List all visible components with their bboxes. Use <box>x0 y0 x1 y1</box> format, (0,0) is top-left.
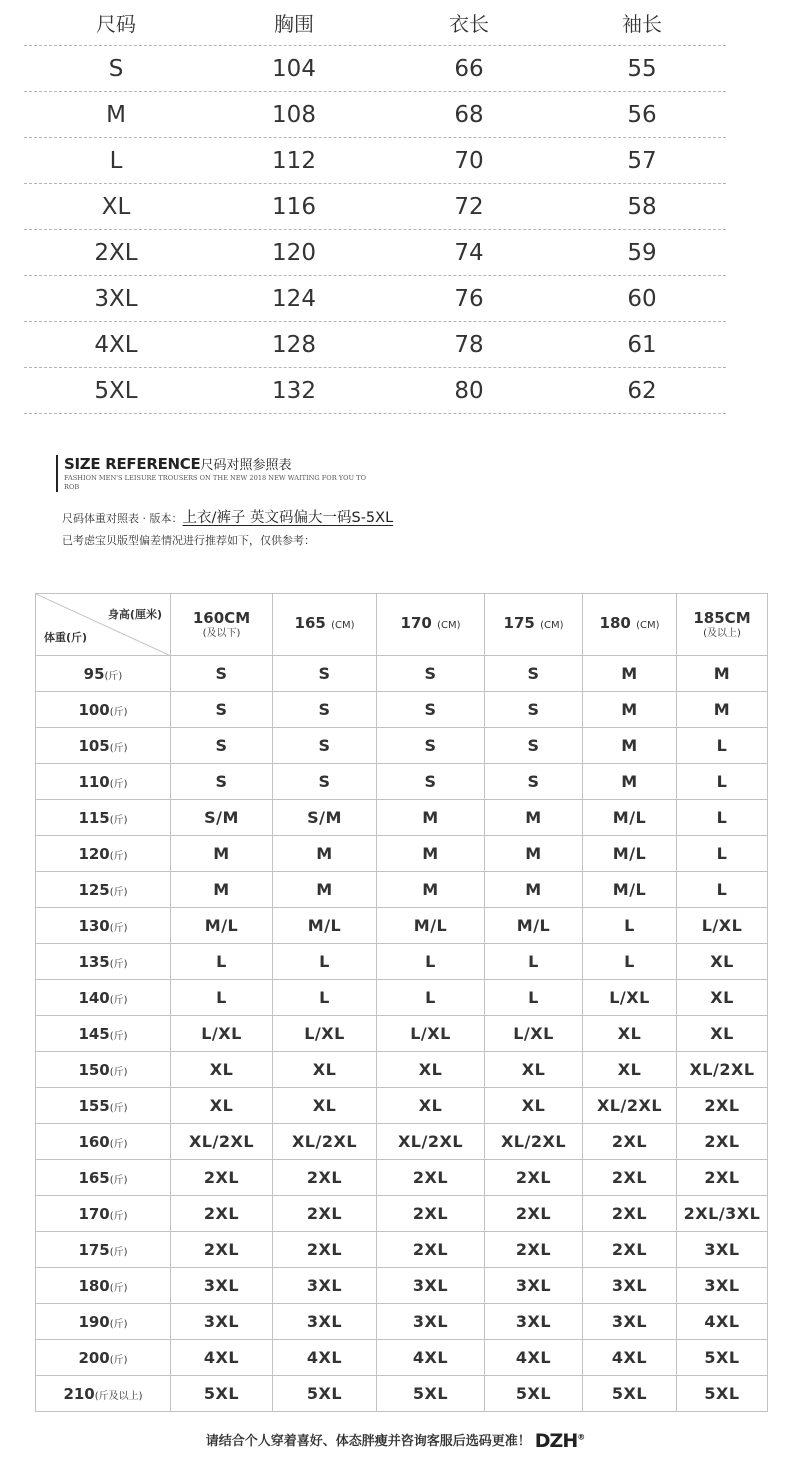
size-cell: XL <box>273 1052 377 1088</box>
weight-unit: (斤) <box>104 670 123 682</box>
size-cell: M/L <box>583 872 677 908</box>
corner-height-label: 身高(厘米) <box>107 608 162 621</box>
weight-value: 180 <box>78 1276 110 1295</box>
size-cell: 3XL <box>273 1304 377 1340</box>
weight-cell <box>36 872 171 908</box>
size-cell: L <box>677 836 768 872</box>
weight-unit: (斤) <box>109 1174 128 1186</box>
size-cell: 2XL <box>171 1160 273 1196</box>
size-cell: S <box>273 764 377 800</box>
weight-unit: (斤) <box>109 994 128 1006</box>
size-cell: 2XL <box>677 1160 768 1196</box>
weight-row <box>36 800 768 836</box>
weight-value: 125 <box>78 880 110 899</box>
size-cell: 4XL <box>677 1304 768 1340</box>
size-cell: S <box>273 728 377 764</box>
size-cell: 2XL <box>171 1232 273 1268</box>
size-cell: 2XL <box>485 1160 583 1196</box>
weight-value: 170 <box>78 1204 110 1223</box>
reference-title-cn: 尺码对照参照表 <box>200 458 292 473</box>
size-cell: 2XL <box>583 1196 677 1232</box>
weight-value: 155 <box>78 1096 110 1115</box>
size-cell: M <box>377 800 485 836</box>
size-cell: M/L <box>485 908 583 944</box>
weight-cell <box>36 1088 171 1124</box>
size-cell: XL <box>377 1088 485 1124</box>
size-cell: M/L <box>377 908 485 944</box>
size-cell: S <box>171 764 273 800</box>
weight-unit: (斤) <box>109 1210 128 1222</box>
measurement-cell: 60 <box>627 285 657 312</box>
size-cell: L <box>677 764 768 800</box>
weight-value: 140 <box>78 988 110 1007</box>
measurement-cell: 116 <box>272 193 316 220</box>
size-cell: 2XL/3XL <box>677 1196 768 1232</box>
measurement-body <box>24 46 726 414</box>
weight-row <box>36 656 768 692</box>
corner-weight-label: 体重(斤) <box>44 631 88 644</box>
weight-unit: (斤) <box>109 850 128 862</box>
weight-value: 120 <box>78 844 110 863</box>
weight-cell <box>36 1376 171 1412</box>
size-cell: S/M <box>273 800 377 836</box>
measurement-cell: 108 <box>272 101 316 128</box>
measurement-cell: 132 <box>272 377 316 404</box>
version-note-prefix: 尺码体重对照表 · 版本： <box>62 512 183 525</box>
measurement-cell: L <box>109 147 123 174</box>
size-cell: M <box>583 656 677 692</box>
size-cell: 2XL <box>583 1232 677 1268</box>
height-value: 165 <box>294 614 326 632</box>
size-cell: 2XL <box>485 1232 583 1268</box>
weight-row <box>36 1016 768 1052</box>
measurement-header-row <box>24 0 726 46</box>
weight-cell <box>36 728 171 764</box>
height-sub: (及以上) <box>703 627 741 639</box>
weight-unit: (斤) <box>109 958 128 970</box>
size-cell: 5XL <box>485 1376 583 1412</box>
measurement-cell: 68 <box>454 101 484 128</box>
weight-value: 135 <box>78 952 110 971</box>
measurement-row <box>24 230 726 276</box>
size-cell: 3XL <box>677 1232 768 1268</box>
measurement-cell: 120 <box>272 239 316 266</box>
height-unit: (CM) <box>540 620 564 631</box>
footer-text: 请结合个人穿着喜好、体态胖瘦并咨询客服后选码更准！ <box>205 1434 531 1449</box>
size-cell: S <box>171 728 273 764</box>
size-cell: M <box>273 872 377 908</box>
weight-cell <box>36 1196 171 1232</box>
weight-cell <box>36 1304 171 1340</box>
size-cell: L/XL <box>273 1016 377 1052</box>
size-cell: XL/2XL <box>273 1124 377 1160</box>
size-cell: 2XL <box>171 1196 273 1232</box>
height-unit: (CM) <box>437 620 461 631</box>
measurement-row <box>24 184 726 230</box>
size-cell: 4XL <box>171 1340 273 1376</box>
weight-unit: (斤) <box>109 1030 128 1042</box>
weight-row <box>36 1232 768 1268</box>
grid-body <box>36 656 768 1412</box>
weight-cell <box>36 1016 171 1052</box>
measurement-cell: 80 <box>454 377 484 404</box>
weight-value: 105 <box>78 736 110 755</box>
height-unit: (CM) <box>331 620 355 631</box>
size-cell: L/XL <box>171 1016 273 1052</box>
weight-row <box>36 692 768 728</box>
size-cell: 5XL <box>677 1340 768 1376</box>
weight-row <box>36 1124 768 1160</box>
size-cell: M <box>485 800 583 836</box>
brand-logo-text: DZH <box>534 1430 578 1452</box>
weight-row <box>36 1160 768 1196</box>
weight-row <box>36 1196 768 1232</box>
weight-cell <box>36 1232 171 1268</box>
size-cell: M <box>485 872 583 908</box>
size-cell: S/M <box>171 800 273 836</box>
weight-value: 100 <box>78 700 110 719</box>
measurement-cell: 74 <box>454 239 484 266</box>
size-cell: L <box>485 980 583 1016</box>
size-cell: XL/2XL <box>377 1124 485 1160</box>
size-cell: 3XL <box>485 1304 583 1340</box>
weight-unit: (斤) <box>109 742 128 754</box>
size-cell: L/XL <box>485 1016 583 1052</box>
size-cell: M <box>677 656 768 692</box>
size-cell: 4XL <box>377 1340 485 1376</box>
weight-unit: (斤及以上) <box>94 1390 143 1402</box>
size-cell: 2XL <box>377 1160 485 1196</box>
measurement-cell: 56 <box>627 101 657 128</box>
size-cell: 3XL <box>171 1268 273 1304</box>
size-cell: S <box>377 764 485 800</box>
size-cell: XL <box>485 1088 583 1124</box>
size-cell: 3XL <box>583 1304 677 1340</box>
size-cell: 2XL <box>583 1124 677 1160</box>
weight-row <box>36 908 768 944</box>
height-header-row <box>36 594 768 656</box>
size-cell: 4XL <box>583 1340 677 1376</box>
weight-value: 200 <box>78 1348 110 1367</box>
header-chest: 胸围 <box>274 12 314 36</box>
size-cell: 5XL <box>377 1376 485 1412</box>
size-cell: M <box>377 836 485 872</box>
weight-row <box>36 764 768 800</box>
measurement-cell: 57 <box>627 147 657 174</box>
measurement-cell: 66 <box>454 55 484 82</box>
header-size: 尺码 <box>96 12 136 36</box>
size-cell: XL/2XL <box>485 1124 583 1160</box>
size-cell: M <box>485 836 583 872</box>
size-cell: M <box>171 836 273 872</box>
corner-cell <box>36 594 171 656</box>
weight-unit: (斤) <box>109 1102 128 1114</box>
weight-cell <box>36 980 171 1016</box>
size-cell: S <box>485 728 583 764</box>
size-cell: M/L <box>171 908 273 944</box>
size-cell: M <box>583 764 677 800</box>
size-cell: 2XL <box>485 1196 583 1232</box>
weight-row <box>36 980 768 1016</box>
size-cell: S <box>171 656 273 692</box>
weight-cell <box>36 908 171 944</box>
measurement-cell: 4XL <box>94 331 138 358</box>
size-cell: L <box>677 872 768 908</box>
measurement-cell: XL <box>101 193 131 220</box>
size-cell: 2XL <box>377 1232 485 1268</box>
height-value: 180 <box>599 614 631 632</box>
size-cell: 5XL <box>677 1376 768 1412</box>
size-cell: M <box>377 872 485 908</box>
measurement-cell: 112 <box>272 147 316 174</box>
weight-row <box>36 1340 768 1376</box>
weight-value: 110 <box>78 772 110 791</box>
size-cell: 5XL <box>273 1376 377 1412</box>
weight-unit: (斤) <box>109 1282 128 1294</box>
brand-logo-mark: ® <box>577 1432 585 1442</box>
version-note-highlight: 上衣/裤子 英文码偏大一码S-5XL <box>182 510 394 526</box>
measurement-cell: M <box>106 101 126 128</box>
weight-cell <box>36 656 171 692</box>
weight-cell <box>36 1268 171 1304</box>
size-cell: 3XL <box>485 1268 583 1304</box>
size-cell: L/XL <box>677 908 768 944</box>
reference-subtitle: FASHION MEN'S LEISURE TROUSERS ON THE NEW 2018 NEW WAITING FOR YOU TO ROB <box>64 474 366 491</box>
size-cell: XL/2XL <box>583 1088 677 1124</box>
weight-row <box>36 944 768 980</box>
measurement-row <box>24 138 726 184</box>
height-header <box>377 594 485 656</box>
size-cell: L <box>377 944 485 980</box>
measurement-cell: 61 <box>627 331 657 358</box>
size-cell: XL <box>583 1016 677 1052</box>
size-cell: S <box>485 692 583 728</box>
weight-unit: (斤) <box>109 1354 128 1366</box>
size-cell: XL <box>677 1016 768 1052</box>
measurement-cell: 76 <box>454 285 484 312</box>
weight-cell <box>36 1052 171 1088</box>
height-header <box>583 594 677 656</box>
weight-cell <box>36 800 171 836</box>
weight-unit: (斤) <box>109 886 128 898</box>
size-cell: 5XL <box>171 1376 273 1412</box>
height-header <box>273 594 377 656</box>
size-cell: L <box>377 980 485 1016</box>
weight-value: 145 <box>78 1024 110 1043</box>
header-sleeve: 袖长 <box>622 12 662 36</box>
size-cell: 2XL <box>273 1232 377 1268</box>
size-cell: XL <box>677 944 768 980</box>
height-header <box>677 594 768 656</box>
height-unit: (CM) <box>636 620 660 631</box>
weight-value: 130 <box>78 916 110 935</box>
brand-logo <box>535 1430 584 1452</box>
measurement-cell: 5XL <box>94 377 138 404</box>
weight-value: 210 <box>63 1384 95 1403</box>
weight-value: 150 <box>78 1060 110 1079</box>
size-cell: 4XL <box>485 1340 583 1376</box>
size-cell: L <box>171 980 273 1016</box>
size-cell: L <box>583 908 677 944</box>
weight-row <box>36 1304 768 1340</box>
size-cell: 2XL <box>273 1196 377 1232</box>
size-cell: XL <box>171 1052 273 1088</box>
size-cell: 3XL <box>583 1268 677 1304</box>
measurement-table <box>24 0 726 414</box>
weight-cell <box>36 944 171 980</box>
recommendation-note: 已考虑宝贝版型偏差情况进行推荐如下，仅供参考： <box>62 534 315 547</box>
size-cell: XL <box>677 980 768 1016</box>
measurement-row <box>24 276 726 322</box>
corner-diagonal <box>36 594 171 656</box>
weight-unit: (斤) <box>109 706 128 718</box>
size-cell: L <box>485 944 583 980</box>
height-sub: (及以下) <box>202 627 241 639</box>
size-cell: XL/2XL <box>677 1052 768 1088</box>
size-cell: 3XL <box>171 1304 273 1340</box>
measurement-row <box>24 46 726 92</box>
weight-row <box>36 1088 768 1124</box>
size-cell: 2XL <box>677 1088 768 1124</box>
weight-row <box>36 872 768 908</box>
weight-value: 160 <box>78 1132 110 1151</box>
measurement-cell: 128 <box>272 331 316 358</box>
measurement-cell: 59 <box>627 239 657 266</box>
measurement-cell: 58 <box>627 193 657 220</box>
size-cell: L <box>171 944 273 980</box>
weight-value: 115 <box>78 808 110 827</box>
size-cell: S <box>377 728 485 764</box>
size-cell: 3XL <box>677 1268 768 1304</box>
version-note <box>62 506 393 527</box>
size-cell: M <box>677 692 768 728</box>
size-cell: L <box>677 800 768 836</box>
weight-value: 95 <box>83 664 105 683</box>
height-value: 170 <box>400 614 432 632</box>
size-cell: L <box>273 980 377 1016</box>
measurement-row <box>24 92 726 138</box>
size-cell: XL <box>377 1052 485 1088</box>
weight-cell <box>36 692 171 728</box>
weight-row <box>36 728 768 764</box>
reference-title-en: SIZE REFERENCE <box>64 455 201 473</box>
measurement-row <box>24 368 726 414</box>
size-cell: 2XL <box>583 1160 677 1196</box>
weight-row <box>36 836 768 872</box>
size-cell: L <box>273 944 377 980</box>
weight-unit: (斤) <box>109 922 128 934</box>
weight-row <box>36 1376 768 1412</box>
size-cell: M <box>583 692 677 728</box>
weight-value: 165 <box>78 1168 110 1187</box>
weight-row <box>36 1052 768 1088</box>
weight-value: 175 <box>78 1240 110 1259</box>
size-cell: S <box>273 692 377 728</box>
size-cell: S <box>377 692 485 728</box>
reference-title <box>64 455 291 475</box>
size-cell: M <box>583 728 677 764</box>
weight-unit: (斤) <box>109 1066 128 1078</box>
weight-cell <box>36 1124 171 1160</box>
size-cell: M/L <box>583 800 677 836</box>
size-cell: M/L <box>583 836 677 872</box>
weight-value: 190 <box>78 1312 110 1331</box>
size-cell: S <box>485 656 583 692</box>
size-cell: XL <box>171 1088 273 1124</box>
height-header <box>171 594 273 656</box>
weight-unit: (斤) <box>109 1318 128 1330</box>
weight-cell <box>36 836 171 872</box>
size-cell: 2XL <box>273 1160 377 1196</box>
size-cell: L <box>583 944 677 980</box>
size-cell: 5XL <box>583 1376 677 1412</box>
size-recommendation-table <box>35 593 768 1412</box>
size-cell: S <box>485 764 583 800</box>
height-value: 185CM <box>693 608 751 627</box>
measurement-cell: 55 <box>627 55 657 82</box>
size-cell: 2XL <box>677 1124 768 1160</box>
measurement-cell: 104 <box>272 55 316 82</box>
height-value: 175 <box>503 614 535 632</box>
size-cell: M <box>171 872 273 908</box>
size-cell: S <box>171 692 273 728</box>
weight-unit: (斤) <box>109 1246 128 1258</box>
measurement-cell: 72 <box>454 193 484 220</box>
measurement-cell: 3XL <box>94 285 138 312</box>
height-value: 160CM <box>192 608 251 627</box>
measurement-cell: 70 <box>454 147 484 174</box>
size-cell: 4XL <box>273 1340 377 1376</box>
size-cell: XL <box>485 1052 583 1088</box>
size-cell: M <box>273 836 377 872</box>
size-cell: L/XL <box>377 1016 485 1052</box>
size-cell: 3XL <box>377 1268 485 1304</box>
measurement-row <box>24 322 726 368</box>
size-cell: 2XL <box>377 1196 485 1232</box>
size-cell: L/XL <box>583 980 677 1016</box>
weight-row <box>36 1268 768 1304</box>
weight-unit: (斤) <box>109 814 128 826</box>
measurement-cell: 62 <box>627 377 657 404</box>
size-cell: XL <box>583 1052 677 1088</box>
weight-unit: (斤) <box>109 1138 128 1150</box>
header-length: 衣长 <box>449 12 489 36</box>
size-cell: XL/2XL <box>171 1124 273 1160</box>
weight-unit: (斤) <box>109 778 128 790</box>
heading-bar <box>56 455 58 492</box>
size-cell: XL <box>273 1088 377 1124</box>
size-cell: S <box>377 656 485 692</box>
size-cell: S <box>273 656 377 692</box>
weight-cell <box>36 1160 171 1196</box>
size-cell: 3XL <box>377 1304 485 1340</box>
size-cell: M/L <box>273 908 377 944</box>
weight-cell <box>36 1340 171 1376</box>
measurement-cell: 78 <box>454 331 484 358</box>
measurement-cell: 124 <box>272 285 316 312</box>
weight-cell <box>36 764 171 800</box>
height-header <box>485 594 583 656</box>
size-cell: L <box>677 728 768 764</box>
footer <box>0 1430 790 1452</box>
measurement-cell: 2XL <box>94 239 138 266</box>
size-cell: 3XL <box>273 1268 377 1304</box>
measurement-cell: S <box>108 55 124 82</box>
